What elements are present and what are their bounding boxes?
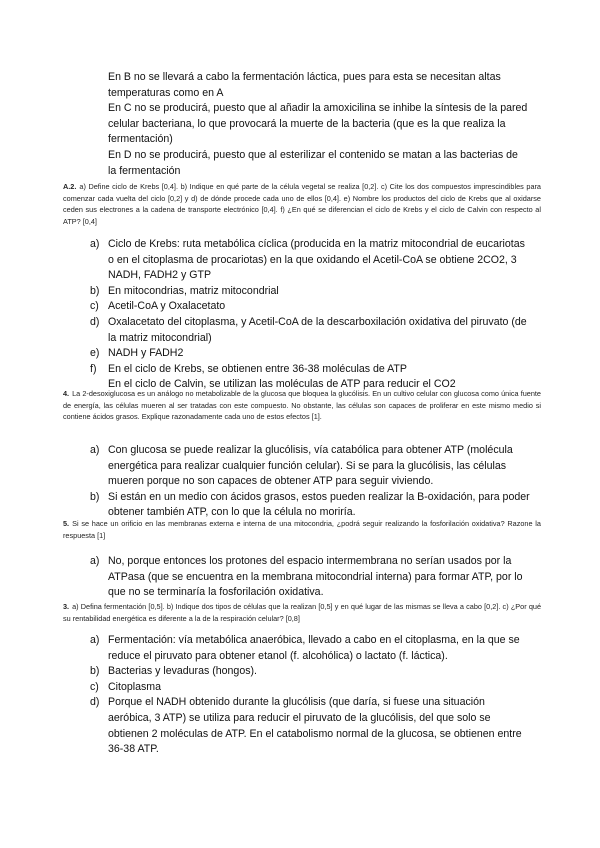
answer-text: Citoplasma — [108, 680, 161, 693]
answer-marker: b) — [90, 490, 100, 503]
answer-item — [90, 284, 530, 300]
question-prompt: La 2-desoxiglucosa es un análogo no metabolizable de la glucosa que bloquea la glucólisis. En un cultivo celular con glucosa como única fuente de energía, las células mueren al ser tratadas con este compuesto. No obstante, las células son capaces de proliferar en este mismo medio si contiene ácidos grasos. Explique razonadamente cada uno de estos efectos [1]. — [63, 389, 541, 422]
answer-item — [90, 299, 530, 315]
answer-text: Oxalacetato del citoplasma, y Acetil-CoA de la descarboxilación oxidativa del piruvato (de la matriz mitocondrial) — [108, 315, 527, 344]
answer-marker: a) — [90, 634, 100, 646]
answer-marker: a) — [90, 444, 100, 456]
answer-text: Con glucosa se puede realizar la glucólisis, vía catabólica para obtener ATP (molécula energética para realizar cualquier función celular). Si se para la glucólisis, las células mueren porque no son capaces de obtener ATP para seguir viviendo. — [108, 444, 513, 488]
answer-marker: d) — [90, 315, 100, 328]
intro-line: En B no se llevará a cabo la fermentación láctica, pues para esta se necesitan altas temperaturas como en A — [108, 71, 501, 99]
answer-item — [90, 490, 530, 521]
question-prompt: a) Defina fermentación [0,5]. b) Indique dos tipos de células que la realizan [0,5] y en qué lugar de las mismas se lleva a cabo [0,2]. c) ¿Por qué su rentabilidad energética es diferente a la de la respiración celular? [0,8] — [63, 602, 541, 623]
question-number: 3. — [63, 602, 70, 611]
question-number: 4. — [63, 389, 70, 398]
answer-marker: d) — [90, 696, 100, 709]
answer-text: Ciclo de Krebs: ruta metabólica cíclica (producida en la matriz mitocondrial de eucariotas o en el citoplasma de procariotas) en la que oxidando el Acetil-CoA se obtiene 2CO2, 3 NADH, FADH2 y GTP — [108, 238, 525, 282]
question-a2 — [63, 181, 541, 227]
answer-item — [90, 695, 530, 757]
question-3 — [63, 601, 541, 624]
answer-text: En mitocondrias, matriz mitocondrial — [108, 284, 279, 297]
answer-item — [90, 443, 530, 490]
question-prompt: a) Define ciclo de Krebs [0,4]. b) Indique en qué parte de la célula vegetal se realiza [0,2]. c) Cite los dos compuestos imprescindibles para comenzar cada vuelta del ciclo [0,2] y d) de dónde procede cada uno de ellos [0,4]. e) Nombre los productos del ciclo de Krebs que al oxidarse ceden sus electrones a la cadena de transporte electrónico [0,4]. f) ¿En qué se diferencian el ciclo de Krebs y el ciclo de Calvin con respecto al ATP? [0,4] — [63, 182, 541, 226]
answer-item — [90, 680, 530, 696]
answer-text: Acetil-CoA y Oxalacetato — [108, 300, 226, 313]
answers-5 — [90, 554, 530, 601]
answer-item — [90, 362, 530, 378]
answers-4 — [90, 443, 530, 521]
question-number: A.2. — [63, 182, 77, 191]
question-5 — [63, 518, 541, 541]
intro-line: En D no se producirá, puesto que al esterilizar el contenido se matan a las bacterias de la fermentación — [108, 148, 518, 177]
answers-3 — [90, 633, 530, 758]
answer-marker: e) — [90, 347, 100, 360]
answer-text: En el ciclo de Calvin, se utilizan las moléculas de ATP para reducir el CO2 — [108, 378, 456, 391]
answer-marker: a) — [90, 238, 100, 250]
answer-text: Bacterias y levaduras (hongos). — [108, 665, 257, 678]
answer-item — [90, 237, 530, 284]
answer-marker: b) — [90, 665, 100, 678]
answer-marker: f) — [90, 362, 97, 375]
answer-text: En el ciclo de Krebs, se obtienen entre 36-38 moléculas de ATP — [108, 362, 407, 375]
answer-text: NADH y FADH2 — [108, 347, 184, 360]
answer-item — [90, 633, 530, 664]
question-number: 5. — [63, 519, 70, 528]
answer-item — [90, 664, 530, 680]
question-4 — [63, 388, 541, 423]
answer-marker: a) — [90, 555, 100, 567]
answer-text: Porque el NADH obtenido durante la glucólisis (que daría, si fuese una situación aeróbica, 3 ATP) se utiliza para reducir el piruvato de la glucólisis, del que solo se obtienen 2 moléculas de ATP. En el catabolismo normal de la glucosa, se obtienen entre 36-38 ATP. — [108, 696, 522, 756]
answer-marker: c) — [90, 300, 99, 313]
answer-item — [90, 315, 530, 346]
answer-text: No, porque entonces los protones del espacio intermembrana no serían usados por la ATPasa (que se encuentra en la membrana mitocondrial interna) para formar ATP, por lo que no se terminaría la fosforilación oxidativa. — [108, 555, 523, 599]
answer-item — [90, 554, 530, 601]
answer-text: Si están en un medio con ácidos grasos, estos pueden realizar la B-oxidación, para poder obtener también ATP, con lo que la célula no moriría. — [108, 490, 530, 519]
answers-a2 — [90, 237, 530, 393]
question-prompt: Si se hace un orificio en las membranas externa e interna de una mitocondria, ¿podrá seguir realizando la fosforilación oxidativa? Razone la respuesta [1] — [63, 519, 541, 540]
answer-marker: c) — [90, 680, 99, 693]
answer-item — [90, 346, 530, 362]
answer-marker: b) — [90, 284, 100, 297]
intro-line: En C no se producirá, puesto que al añadir la amoxicilina se inhibe la síntesis de la pared celular bacteriana, lo que provocará la muerte de la bacteria (que es la que realiza la fermentación) — [108, 102, 528, 146]
answer-text: Fermentación: vía metabólica anaeróbica, llevado a cabo en el citoplasma, en la que se reduce el piruvato para obtener etanol (f. alcohólica) o lactato (f. láctica). — [108, 634, 520, 662]
intro-paragraph — [108, 70, 528, 179]
